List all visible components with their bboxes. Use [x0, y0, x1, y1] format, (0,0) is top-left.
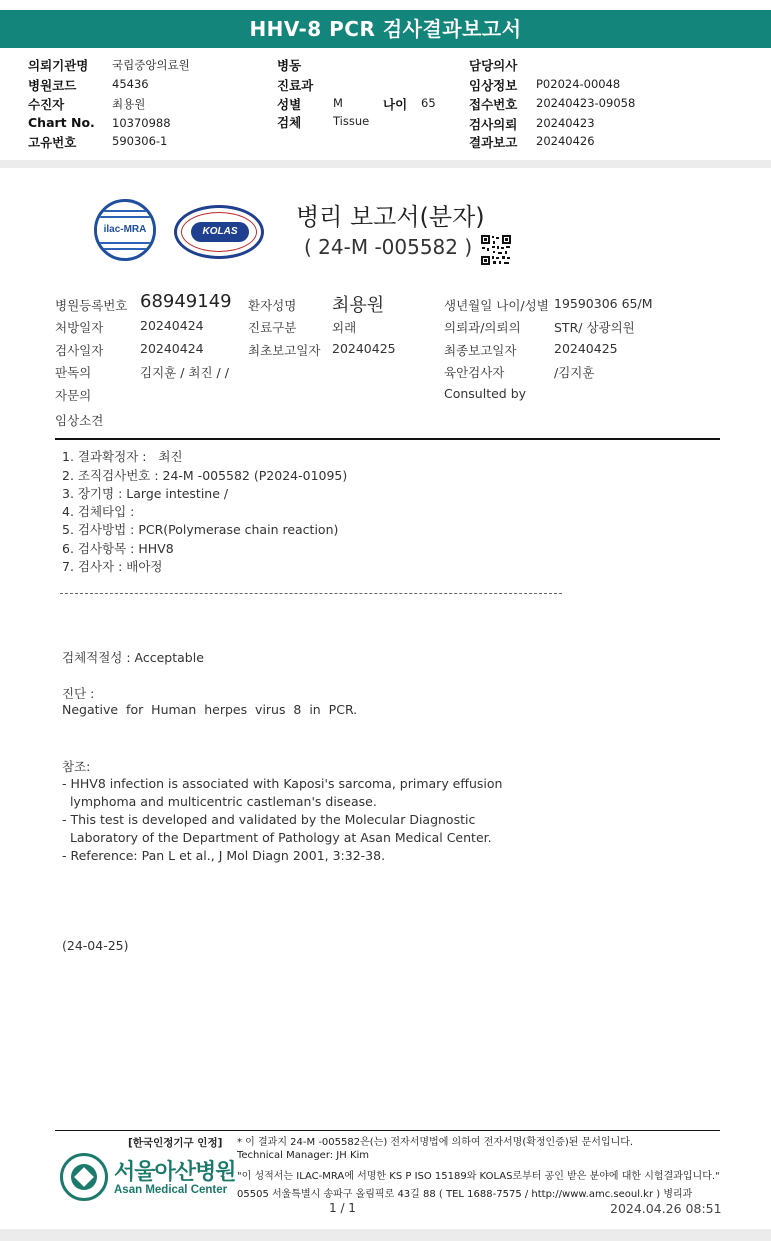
field-label: Consulted by [444, 386, 527, 401]
referring-dept: STR/ 상광의원 [554, 320, 635, 335]
print-timestamp: 2024.04.26 08:51 [610, 1201, 722, 1216]
meta-label: 고유번호 [28, 135, 77, 150]
technical-manager: Technical Manager: JH Kim [237, 1150, 370, 1161]
accreditation-statement: "이 성적서는 ILAC-MRA에 서명한 KS P ISO 15189와 KOLAS로부터 공인 받은 분야에 대한 시험결과입니다." [237, 1171, 720, 1182]
meta-value: 590306-1 [112, 134, 168, 148]
notes-label: 참조: [62, 759, 91, 774]
meta-value: 국립중앙의료원 [112, 58, 190, 72]
accreditation-logos [90, 195, 280, 270]
ilac-mra-logo: ilac-MRA [94, 199, 156, 261]
gross-examiner: /김지훈 [554, 365, 595, 380]
meta-label: 의뢰기관명 [28, 58, 89, 73]
visit-class: 외래 [332, 320, 357, 335]
meta-label: 수진자 [28, 97, 65, 112]
field-label: 생년월일 나이/성별 [444, 298, 549, 313]
field-label: 자문의 [55, 388, 92, 403]
pathologists: 김지훈 / 최진 / / [140, 365, 229, 380]
page-indicator: 1 / 1 [329, 1201, 356, 1215]
note-line: lymphoma and multicentric castleman's disease. [62, 794, 377, 809]
meta-label: 담당의사 [469, 58, 518, 73]
section-divider [0, 160, 771, 168]
meta-label: 결과보고 [469, 135, 518, 150]
note-line: Laboratory of the Department of Pathology at Asan Medical Center. [62, 830, 492, 845]
meta-label: 진료과 [277, 78, 314, 93]
patient-name: 최용원 [332, 295, 385, 316]
dashed-separator [60, 593, 562, 594]
field-label: 최종보고일자 [444, 343, 517, 358]
final-report-date: 20240425 [554, 341, 618, 356]
asan-medical-center-logo [60, 1153, 108, 1201]
registration-number: 68949149 [140, 291, 232, 312]
field-label: 의뢰과/의뢰의 [444, 320, 521, 335]
meta-value: Tissue [333, 114, 370, 128]
requester-info [0, 48, 771, 160]
first-report-date: 20240425 [332, 341, 396, 356]
meta-value: 65 [421, 96, 436, 110]
section-rule [55, 438, 720, 440]
meta-label: 성별 [277, 97, 302, 112]
detail-item: 7. 검사자 : 배아정 [62, 559, 163, 574]
meta-label: 검사의뢰 [469, 117, 518, 132]
field-label: 검사일자 [55, 343, 104, 358]
page-bottom-edge [0, 1229, 771, 1241]
meta-value: 45436 [112, 77, 149, 91]
accreditation-label: [한국인정기구 인정] [128, 1137, 223, 1149]
footer-rule [55, 1130, 720, 1131]
meta-value: P02024-00048 [536, 77, 621, 91]
diagnosis-text: Negative for Human herpes virus 8 in PCR. [62, 702, 358, 717]
field-label: 처방일자 [55, 320, 104, 335]
meta-value: 20240423-09058 [536, 96, 636, 110]
meta-value: 20240426 [536, 134, 595, 148]
meta-label: 검체 [277, 115, 302, 130]
field-label: 육안검사자 [444, 365, 505, 380]
report-header-title: HHV-8 PCR 검사결과보고서 [0, 10, 771, 48]
detail-item: 6. 검사항목 : HHV8 [62, 541, 174, 556]
field-label: 판독의 [55, 365, 92, 380]
hospital-name-en: Asan Medical Center [114, 1184, 228, 1196]
detail-item: 4. 검체타입 : [62, 504, 135, 519]
detail-item: 3. 장기명 : Large intestine / [62, 486, 229, 501]
detail-item: 2. 조직검사번호 : 24-M -005582 (P2024-01095) [62, 468, 348, 483]
detail-item: 5. 검사방법 : PCR(Polymerase chain reaction) [62, 522, 339, 537]
specimen-adequacy: 검체적절성 : Acceptable [62, 650, 204, 665]
meta-label: 접수번호 [469, 97, 518, 112]
meta-label: 병원코드 [28, 78, 77, 93]
result-date: (24-04-25) [62, 938, 129, 953]
field-label: 최초보고일자 [248, 343, 321, 358]
field-label: 병원등록번호 [55, 298, 128, 313]
kolas-logo: KOLAS [174, 205, 264, 259]
note-line: - Reference: Pan L et al., J Mol Diagn 2001, 3:32-38. [62, 848, 386, 863]
note-line: - This test is developed and validated by the Molecular Diagnostic [62, 812, 476, 827]
meta-label: 나이 [383, 97, 408, 112]
field-label: 진료구분 [248, 320, 297, 335]
patient-info [0, 290, 771, 430]
birth-age-sex: 19590306 65/M [554, 296, 653, 311]
exam-date: 20240424 [140, 341, 204, 356]
meta-label: Chart No. [28, 115, 95, 130]
meta-value: 10370988 [112, 116, 171, 130]
hospital-address: 05505 서울특별시 송파구 올림픽로 43길 88 ( TEL 1688-7575 / http://www.amc.seoul.kr ) 병리과 [237, 1189, 693, 1200]
meta-label: 병동 [277, 58, 302, 73]
field-label: 환자성명 [248, 298, 297, 313]
meta-value: M [333, 96, 343, 110]
qr-code-icon [480, 234, 512, 266]
report-number: ( 24-M -005582 ) [304, 235, 473, 259]
diagnosis-label: 진단 : [62, 686, 95, 701]
esign-notice: * 이 결과지 24-M -005582은(는) 전자서명법에 의하여 전자서명(확정인증)된 문서입니다. [237, 1137, 634, 1148]
field-label: 임상소견 [55, 413, 104, 428]
prescription-date: 20240424 [140, 318, 204, 333]
note-line: - HHV8 infection is associated with Kaposi's sarcoma, primary effusion [62, 776, 503, 791]
detail-item: 1. 결과확정자 : 최진 [62, 449, 183, 464]
meta-value: 최용원 [112, 97, 146, 111]
hospital-name-ko: 서울아산병원 [114, 1160, 236, 1185]
meta-value: 20240423 [536, 116, 595, 130]
meta-label: 임상정보 [469, 78, 518, 93]
report-title: 병리 보고서(분자) [296, 203, 485, 231]
